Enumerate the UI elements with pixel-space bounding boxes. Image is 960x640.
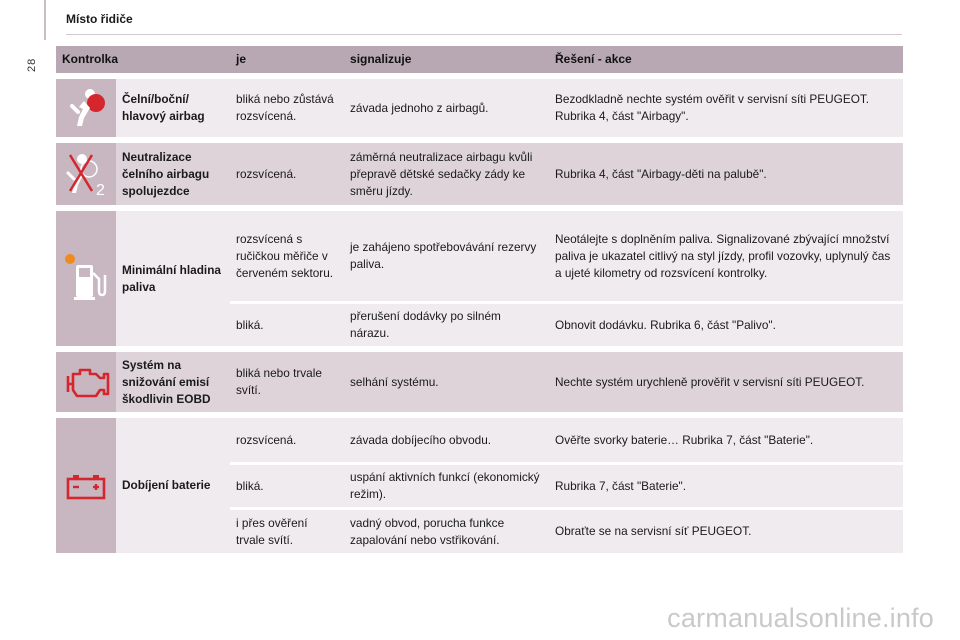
table-header-row — [56, 46, 903, 73]
passenger-airbag-off-icon — [62, 151, 112, 197]
header-reseni: Řešení - akce — [549, 46, 903, 73]
engine-eobd-icon — [62, 362, 114, 402]
table-row — [56, 418, 903, 462]
row-state: bliká. — [230, 462, 344, 507]
row-state: bliká nebo zůstává rozsvícená. — [230, 79, 344, 137]
row-state: rozsvícená. — [230, 143, 344, 205]
row-signals: závada dobíjecího obvodu. — [344, 418, 549, 462]
row-state: i přes ověření trvale svítí. — [230, 507, 344, 553]
row-action: Ověřte svorky baterie… Rubrika 7, část "Baterie". — [549, 418, 903, 462]
row-signals: přerušení dodávky po silném nárazu. — [344, 301, 549, 346]
side-accent-bar — [44, 0, 46, 40]
warning-lights-table — [56, 46, 903, 553]
row-action: Nechte systém urychleně prověřit v servisní síti PEUGEOT. — [549, 352, 903, 412]
svg-text:2: 2 — [96, 182, 105, 197]
row-signals: záměrná neutralizace airbagu kvůli přepravě dětské sedačky zády ke směru jízdy. — [344, 143, 549, 205]
title-rule — [66, 34, 902, 35]
row-signals: selhání systému. — [344, 352, 549, 412]
airbag-cell — [56, 79, 116, 137]
watermark: carmanualsonline.info — [667, 603, 934, 633]
battery-icon — [64, 471, 108, 501]
row-action: Rubrika 4, část "Airbagy-děti na palubě". — [549, 143, 903, 205]
row-signals: je zahájeno spotřebovávání rezervy paliva. — [344, 211, 549, 301]
row-state: rozsvícená s ručičkou měřiče v červeném sektoru. — [230, 211, 344, 301]
fuel-cell — [56, 211, 116, 346]
table-row — [56, 352, 903, 412]
table-row — [56, 143, 903, 205]
page-number: 28 — [26, 57, 38, 72]
row-name: Minimální hladina paliva — [116, 211, 230, 346]
row-signals: závada jednoho z airbagů. — [344, 79, 549, 137]
row-signals: vadný obvod, porucha funkce zapalování nebo vstřikování. — [344, 507, 549, 553]
airbag-person-icon — [62, 86, 110, 130]
row-action: Obraťte se na servisní síť PEUGEOT. — [549, 507, 903, 553]
row-action: Rubrika 7, část "Baterie". — [549, 462, 903, 507]
table-row — [56, 211, 903, 301]
battery-cell — [56, 418, 116, 553]
row-name: Dobíjení baterie — [116, 418, 230, 553]
row-action: Bezodkladně nechte systém ověřit v servisní síti PEUGEOT. Rubrika 4, část "Airbagy". — [549, 79, 903, 137]
header-signalizuje: signalizuje — [344, 46, 549, 73]
section-title: Místo řidiče — [66, 12, 133, 26]
fuel-pump-icon — [62, 253, 112, 305]
row-name: Čelní/boční/ hlavový airbag — [116, 79, 230, 137]
row-state: bliká. — [230, 301, 344, 346]
row-name: Neutralizace čelního airbagu spolujezdce — [116, 143, 230, 205]
airbag-off-cell — [56, 143, 116, 205]
table-row — [56, 79, 903, 137]
header-je: je — [230, 46, 344, 73]
row-state: rozsvícená. — [230, 418, 344, 462]
row-state: bliká nebo trvale svítí. — [230, 352, 344, 412]
engine-cell — [56, 352, 116, 412]
row-action: Obnovit dodávku. Rubrika 6, část "Palivo". — [549, 301, 903, 346]
row-action: Neotálejte s doplněním paliva. Signalizované zbývající množství paliva je ukazatel citlivý na styl jízdy, profil vozovky, uplynulý čas a ujeté kilometry od rozsvícení kontrolky. — [549, 211, 903, 301]
row-name: Systém na snižování emisí škodlivin EOBD — [116, 352, 230, 412]
row-signals: uspání aktivních funkcí (ekonomický režim). — [344, 462, 549, 507]
header-kontrolka: Kontrolka — [56, 46, 230, 73]
